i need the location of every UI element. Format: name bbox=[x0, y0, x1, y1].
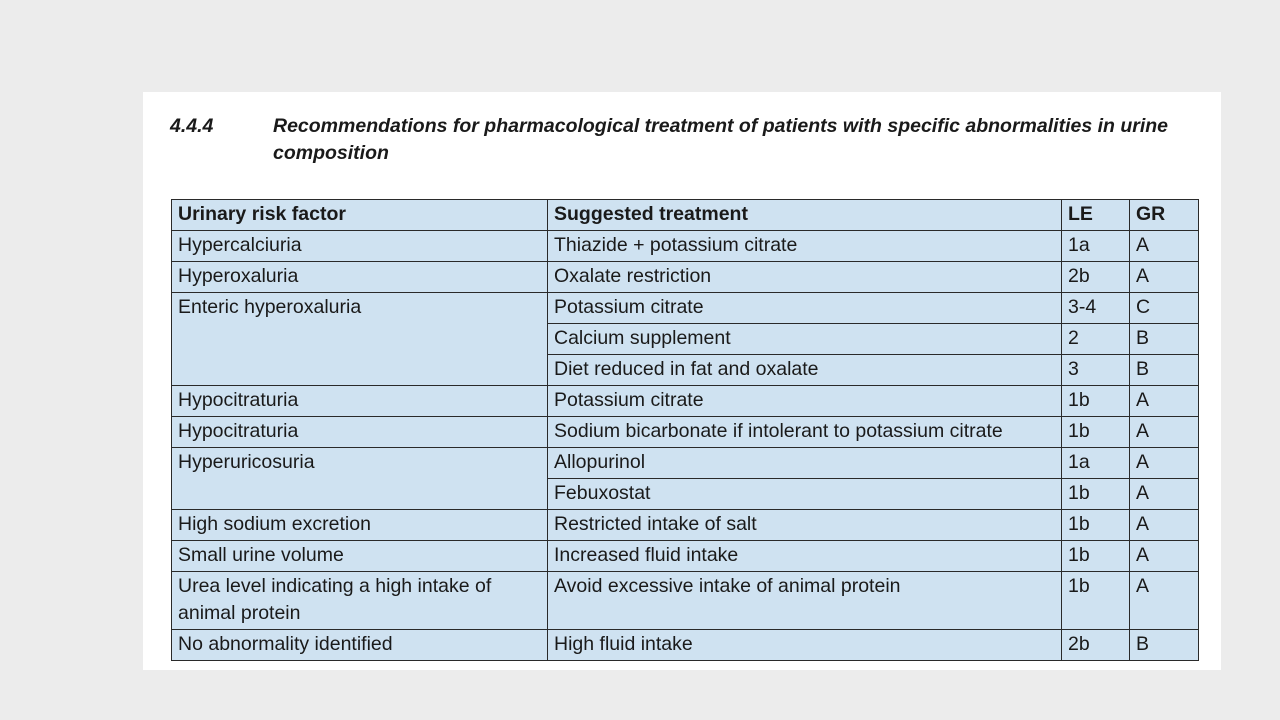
gr-cell: B bbox=[1130, 630, 1199, 661]
le-cell: 1b bbox=[1062, 386, 1130, 417]
header-suggested-treatment: Suggested treatment bbox=[548, 200, 1062, 231]
risk-factor-cell: No abnormality identified bbox=[172, 630, 548, 661]
risk-factor-cell: Hypocitraturia bbox=[172, 386, 548, 417]
le-cell: 1b bbox=[1062, 417, 1130, 448]
treatment-cell: Thiazide + potassium citrate bbox=[548, 231, 1062, 262]
gr-cell: A bbox=[1130, 541, 1199, 572]
gr-cell: A bbox=[1130, 572, 1199, 630]
treatment-cell: Allopurinol bbox=[548, 448, 1062, 479]
risk-factor-cell: Small urine volume bbox=[172, 541, 548, 572]
gr-cell: A bbox=[1130, 510, 1199, 541]
le-cell: 2b bbox=[1062, 262, 1130, 293]
recommendations-table bbox=[171, 199, 1199, 661]
gr-cell: A bbox=[1130, 262, 1199, 293]
treatment-cell: Sodium bicarbonate if intolerant to potassium citrate bbox=[548, 417, 1062, 448]
gr-cell: A bbox=[1130, 231, 1199, 262]
table-row bbox=[172, 262, 1199, 293]
le-cell: 1a bbox=[1062, 448, 1130, 479]
le-cell: 3 bbox=[1062, 355, 1130, 386]
treatment-cell: Febuxostat bbox=[548, 479, 1062, 510]
treatment-cell: Diet reduced in fat and oxalate bbox=[548, 355, 1062, 386]
table-row bbox=[172, 417, 1199, 448]
table-row bbox=[172, 231, 1199, 262]
gr-cell: A bbox=[1130, 448, 1199, 479]
le-cell: 1b bbox=[1062, 479, 1130, 510]
table-row bbox=[172, 293, 1199, 324]
risk-factor-cell: Urea level indicating a high intake of animal protein bbox=[172, 572, 548, 630]
table-row bbox=[172, 510, 1199, 541]
treatment-cell: High fluid intake bbox=[548, 630, 1062, 661]
le-cell: 1b bbox=[1062, 541, 1130, 572]
treatment-cell: Increased fluid intake bbox=[548, 541, 1062, 572]
table-row bbox=[172, 386, 1199, 417]
header-le: LE bbox=[1062, 200, 1130, 231]
gr-cell: B bbox=[1130, 355, 1199, 386]
table-header-row bbox=[172, 200, 1199, 231]
le-cell: 2b bbox=[1062, 630, 1130, 661]
table-row bbox=[172, 448, 1199, 479]
treatment-cell: Potassium citrate bbox=[548, 293, 1062, 324]
le-cell: 2 bbox=[1062, 324, 1130, 355]
le-cell: 3-4 bbox=[1062, 293, 1130, 324]
risk-factor-cell: Enteric hyperoxaluria bbox=[172, 293, 548, 386]
risk-factor-cell: High sodium excretion bbox=[172, 510, 548, 541]
le-cell: 1b bbox=[1062, 510, 1130, 541]
le-cell: 1b bbox=[1062, 572, 1130, 630]
treatment-cell: Potassium citrate bbox=[548, 386, 1062, 417]
table-row bbox=[172, 541, 1199, 572]
header-urinary-risk-factor: Urinary risk factor bbox=[172, 200, 548, 231]
treatment-cell: Avoid excessive intake of animal protein bbox=[548, 572, 1062, 630]
table-row bbox=[172, 630, 1199, 661]
gr-cell: A bbox=[1130, 417, 1199, 448]
section-number: 4.4.4 bbox=[170, 115, 214, 137]
gr-cell: B bbox=[1130, 324, 1199, 355]
risk-factor-cell: Hyperuricosuria bbox=[172, 448, 548, 510]
table-row bbox=[172, 572, 1199, 630]
treatment-cell: Oxalate restriction bbox=[548, 262, 1062, 293]
treatment-cell: Calcium supplement bbox=[548, 324, 1062, 355]
risk-factor-cell: Hyperoxaluria bbox=[172, 262, 548, 293]
risk-factor-cell: Hypercalciuria bbox=[172, 231, 548, 262]
gr-cell: A bbox=[1130, 386, 1199, 417]
treatment-cell: Restricted intake of salt bbox=[548, 510, 1062, 541]
section-title: Recommendations for pharmacological treatment of patients with specific abnormalities in urine composition bbox=[273, 115, 1169, 164]
gr-cell: A bbox=[1130, 479, 1199, 510]
le-cell: 1a bbox=[1062, 231, 1130, 262]
risk-factor-cell: Hypocitraturia bbox=[172, 417, 548, 448]
gr-cell: C bbox=[1130, 293, 1199, 324]
header-gr: GR bbox=[1130, 200, 1199, 231]
